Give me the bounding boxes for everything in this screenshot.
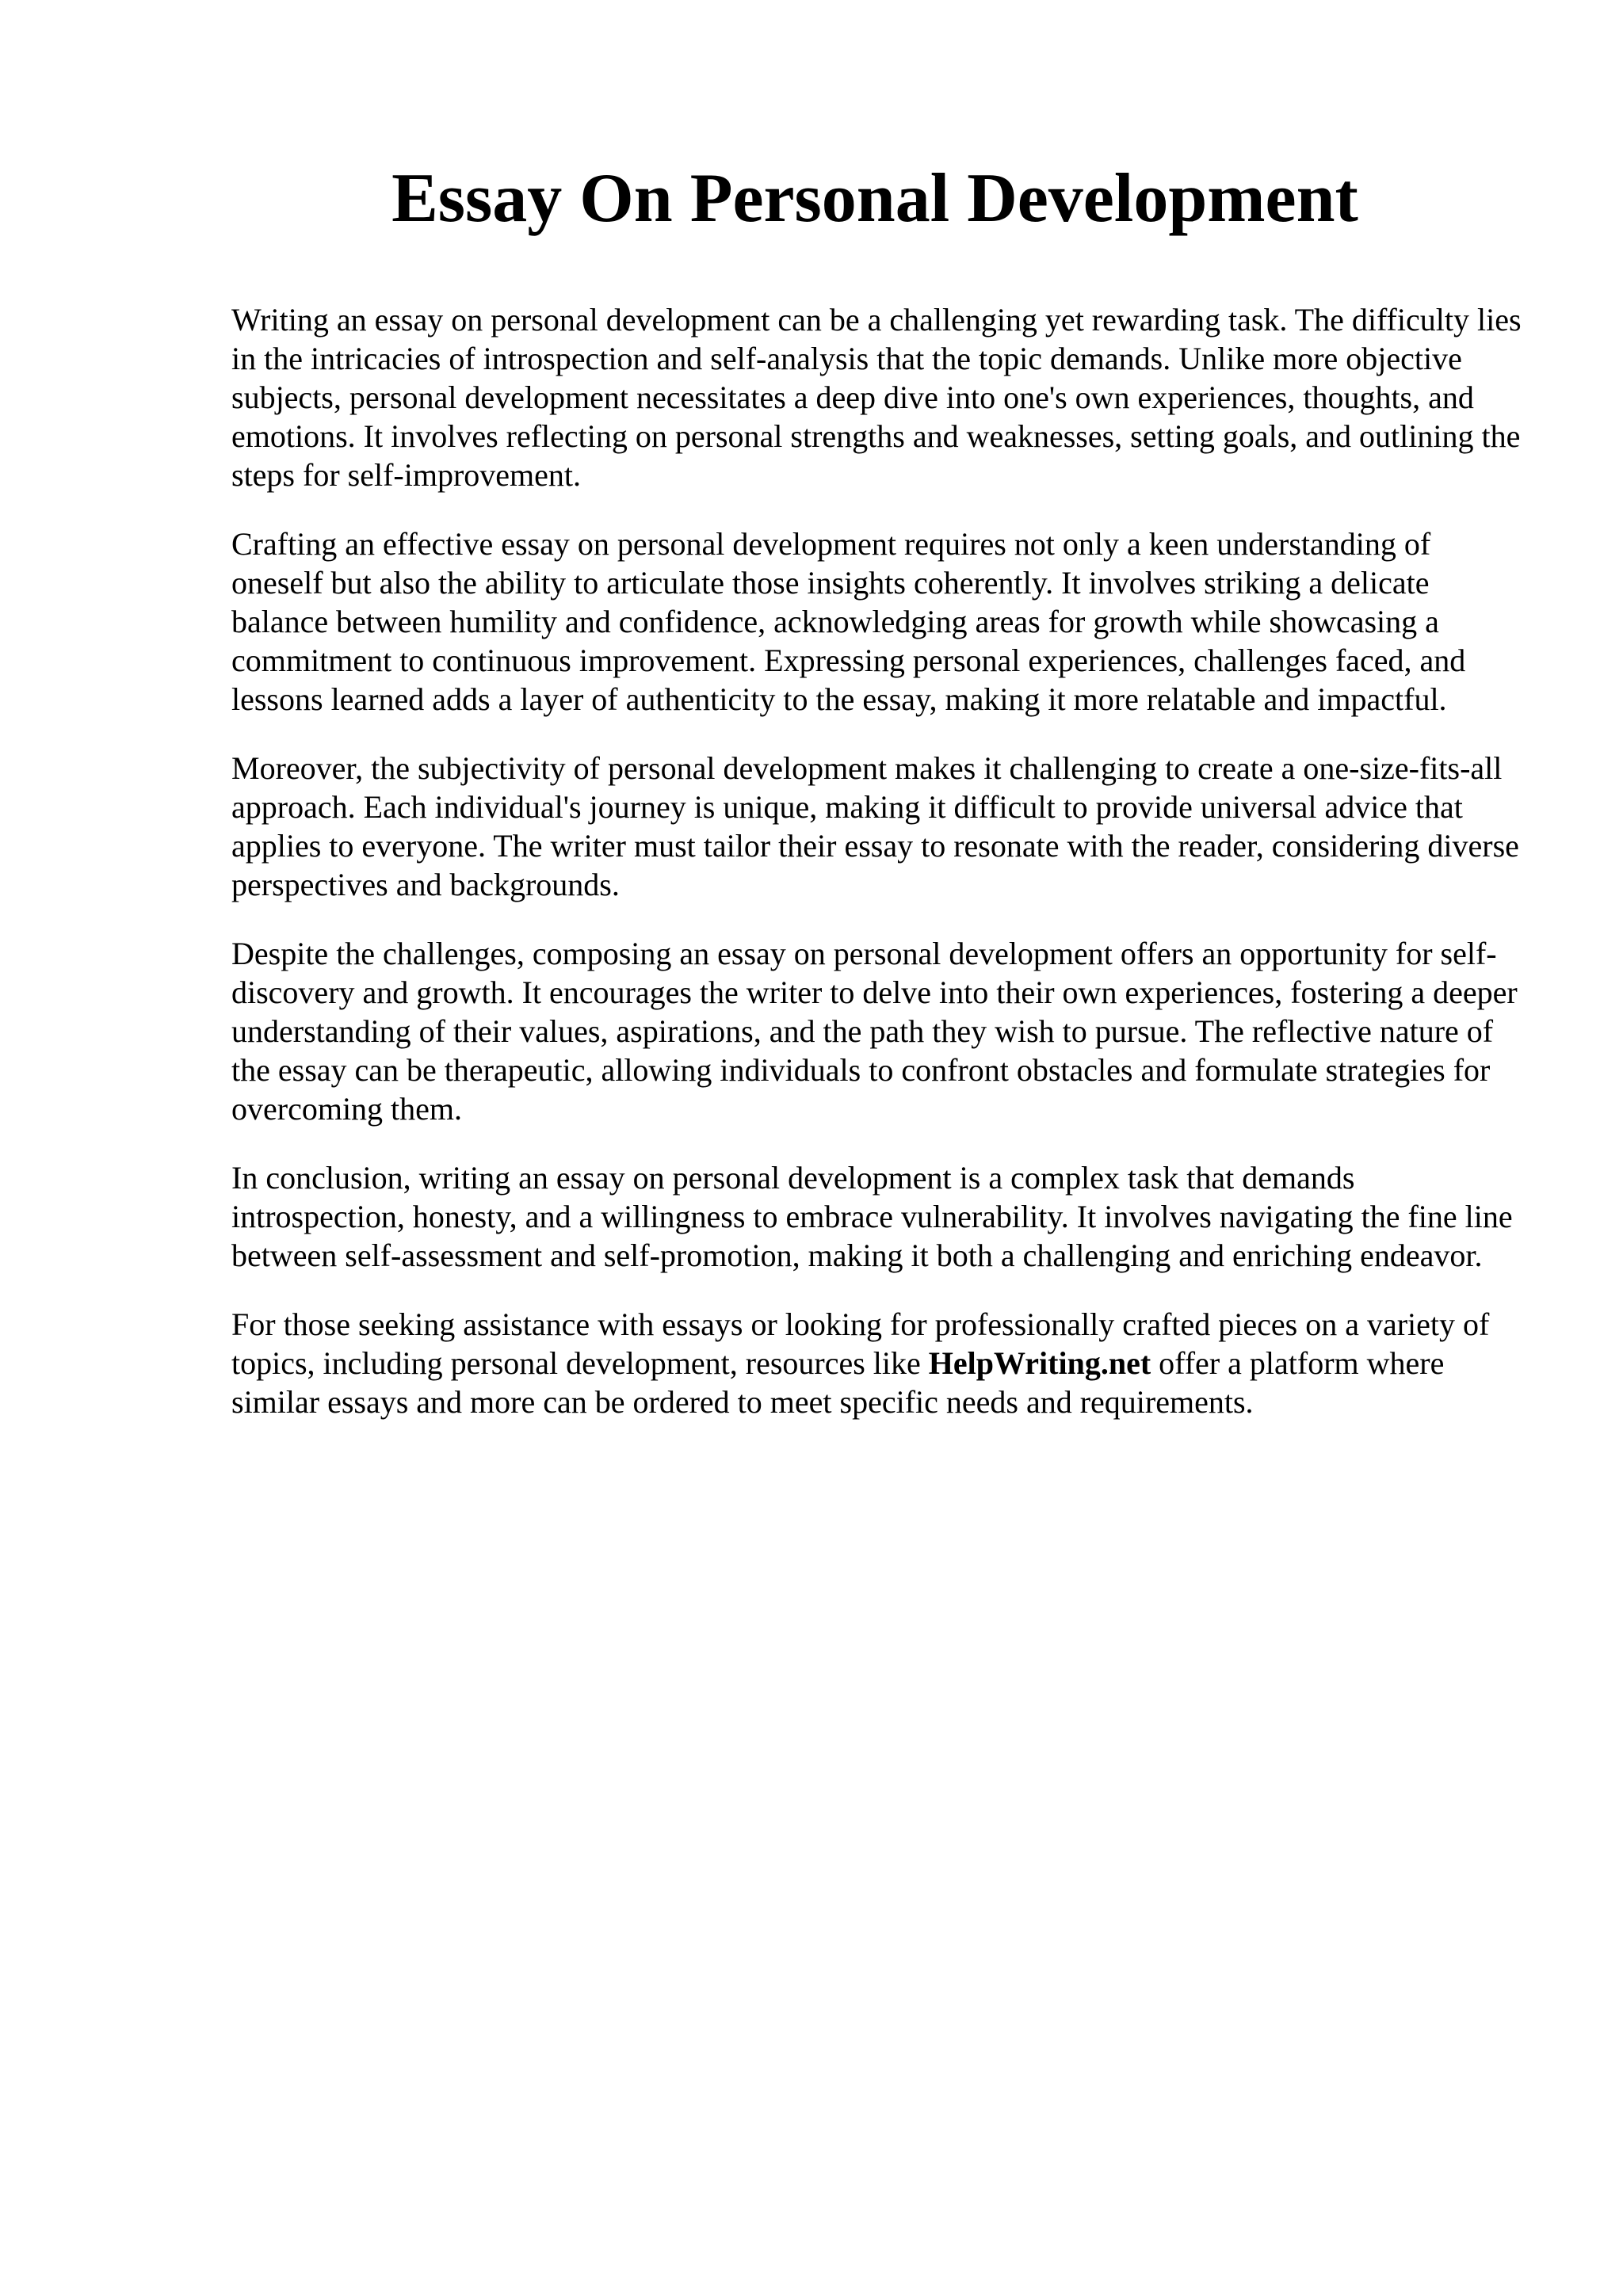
page-title: Essay On Personal Development	[391, 160, 1358, 237]
paragraph-2: Crafting an effective essay on personal development requires not only a keen understanding of oneself but also the ability to articulate those insights coherently. It involves striking a delicate balance between humility and confidence, acknowledging areas for growth while showcasing a commitment to continuous improvement. Expressing personal experiences, challenges faced, and lessons learned adds a layer of authenticity to the essay, making it more relatable and impactful.	[231, 526, 1466, 718]
paragraph-6-before-link: For those seeking assistance with essays or looking for professionally crafted pieces on a variety of topics, including personal development, resources like	[231, 1306, 1490, 1382]
paragraph-6	[231, 1305, 1523, 1421]
helpwriting-link[interactable]: HelpWriting.net	[928, 1345, 1151, 1382]
paragraph-1: Writing an essay on personal development can be a challenging yet rewarding task. The difficulty lies in the intricacies of introspection and self-analysis that the topic demands. Unlike more objective subjects, personal development necessitates a deep dive into one's own experiences, thoughts, and emotions. It involves reflecting on personal strengths and weaknesses, setting goals, and outlining the steps for self-improvement.	[231, 302, 1522, 494]
essay-body	[231, 300, 1523, 1421]
paragraph-6-after-link: offer a platform where similar essays and more can be ordered to meet specific needs and requirements.	[231, 1345, 1445, 1421]
paragraph-3: Moreover, the subjectivity of personal development makes it challenging to create a one-size-fits-all approach. Each individual's journey is unique, making it difficult to provide universal advice that applies to everyone. The writer must tailor their essay to resonate with the reader, considering diverse perspectives and backgrounds.	[231, 750, 1519, 903]
paragraph-5: In conclusion, writing an essay on personal development is a complex task that demands introspection, honesty, and a willingness to embrace vulnerability. It involves navigating the fine line between self-assessment and self-promotion, making it both a challenging and enriching endeavor.	[231, 1160, 1513, 1274]
paragraph-4: Despite the challenges, composing an essay on personal development offers an opportunity for self-discovery and growth. It encourages the writer to delve into their own experiences, fostering a deeper understanding of their values, aspirations, and the path they wish to pursue. The reflective nature of the essay can be therapeutic, allowing individuals to confront obstacles and formulate strategies for overcoming them.	[231, 936, 1518, 1127]
